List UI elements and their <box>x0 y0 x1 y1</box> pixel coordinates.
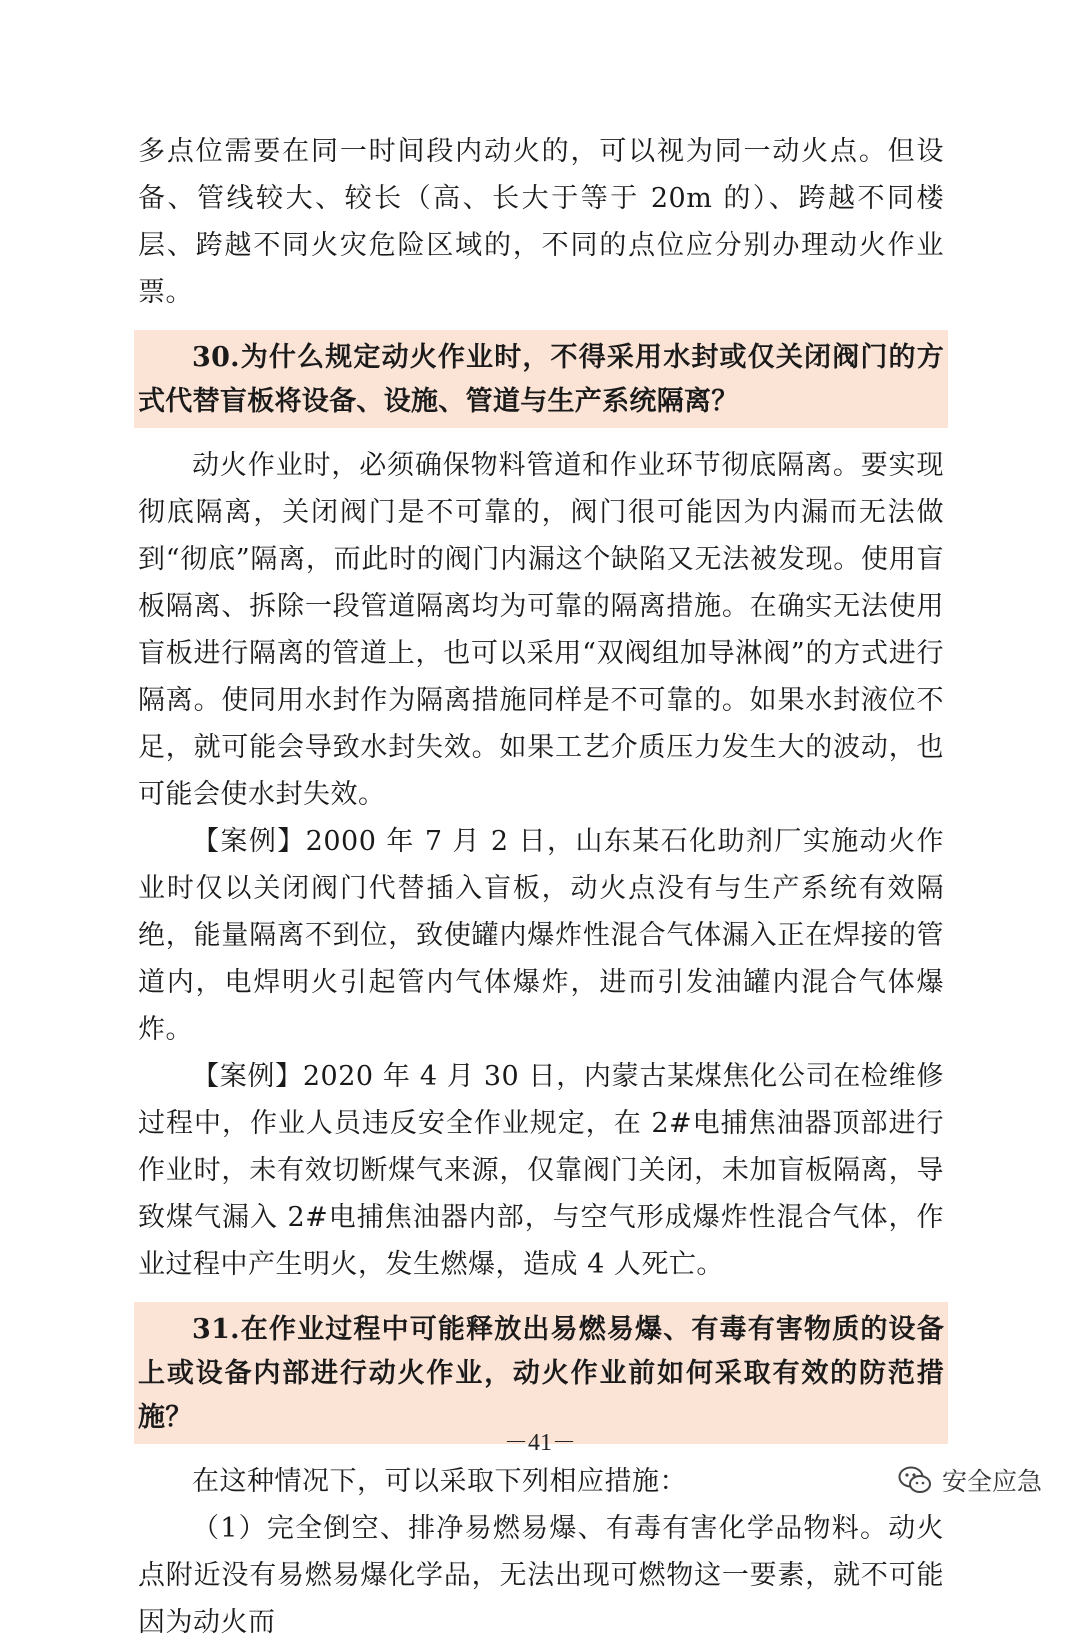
question-30-box <box>134 330 948 428</box>
question-31-item-1: （1）完全倒空、排净易燃易爆、有毒有害化学品物料。动火点附近没有易燃易爆化学品，无法出现可燃物这一要素，就不可能因为动火而 <box>138 1513 944 1638</box>
question-30-case-2: 【案例】2020 年 4 月 30 日，内蒙古某煤焦化公司在检维修过程中，作业人员违反安全作业规定，在 2#电捕焦油器顶部进行作业时，未有效切断煤气来源，仅靠阀门关闭，未加盲板隔离，导致煤气漏入 2#电捕焦油器内部，与空气形成爆炸性混合气体，作业过程中产生明火，发生燃爆，造成 4 人死亡。 <box>138 1061 944 1280</box>
question-30-case-1: 【案例】2000 年 7 月 2 日，山东某石化助剂厂实施动火作业时仅以关闭阀门代替插入盲板，动火点没有与生产系统有效隔绝，能量隔离不到位，致使罐内爆炸性混合气体漏入正在焊接的管道内，电焊明火引起管内气体爆炸，进而引发油罐内混合气体爆炸。 <box>138 826 944 1045</box>
watermark-label: 安全应急 <box>941 1467 1042 1496</box>
question-30-answer: 动火作业时，必须确保物料管道和作业环节彻底隔离。要实现彻底隔离，关闭阀门是不可靠的，阀门很可能因为内漏而无法做到“彻底”隔离，而此时的阀门内漏这个缺陷又无法被发现。使用盲板隔离、拆除一段管道隔离均为可靠的隔离措施。在确实无法使用盲板进行隔离的管道上，也可以采用“双阀组加导淋阀”的方式进行隔离。使同用水封作为隔离措施同样是不可靠的。如果水封液位不足，就可能会导致水封失效。如果工艺介质压力发生大的波动，也可能会使水封失效。 <box>138 450 944 810</box>
question-31-heading: 31.在作业过程中可能释放出易燃易爆、有毒有害物质的设备上或设备内部进行动火作业，动火作业前如何采取有效的防范措施？ <box>138 1314 944 1433</box>
page-content <box>138 128 944 1646</box>
question-30-heading: 30.为什么规定动火作业时，不得采用水封或仅关闭阀门的方式代替盲板将设备、设施、管道与生产系统隔离？ <box>138 342 944 417</box>
page-number: －41－ <box>504 1430 576 1456</box>
wechat-icon <box>898 1465 932 1495</box>
intro-paragraph: 多点位需要在同一时间段内动火的，可以视为同一动火点。但设备、管线较大、较长（高、长大于等于 20m 的）、跨越不同楼层、跨越不同火灾危险区域的，不同的点位应分别办理动火作业票。 <box>138 136 944 308</box>
question-31-answer-intro: 在这种情况下，可以采取下列相应措施： <box>192 1466 687 1497</box>
watermark <box>898 1462 1042 1498</box>
